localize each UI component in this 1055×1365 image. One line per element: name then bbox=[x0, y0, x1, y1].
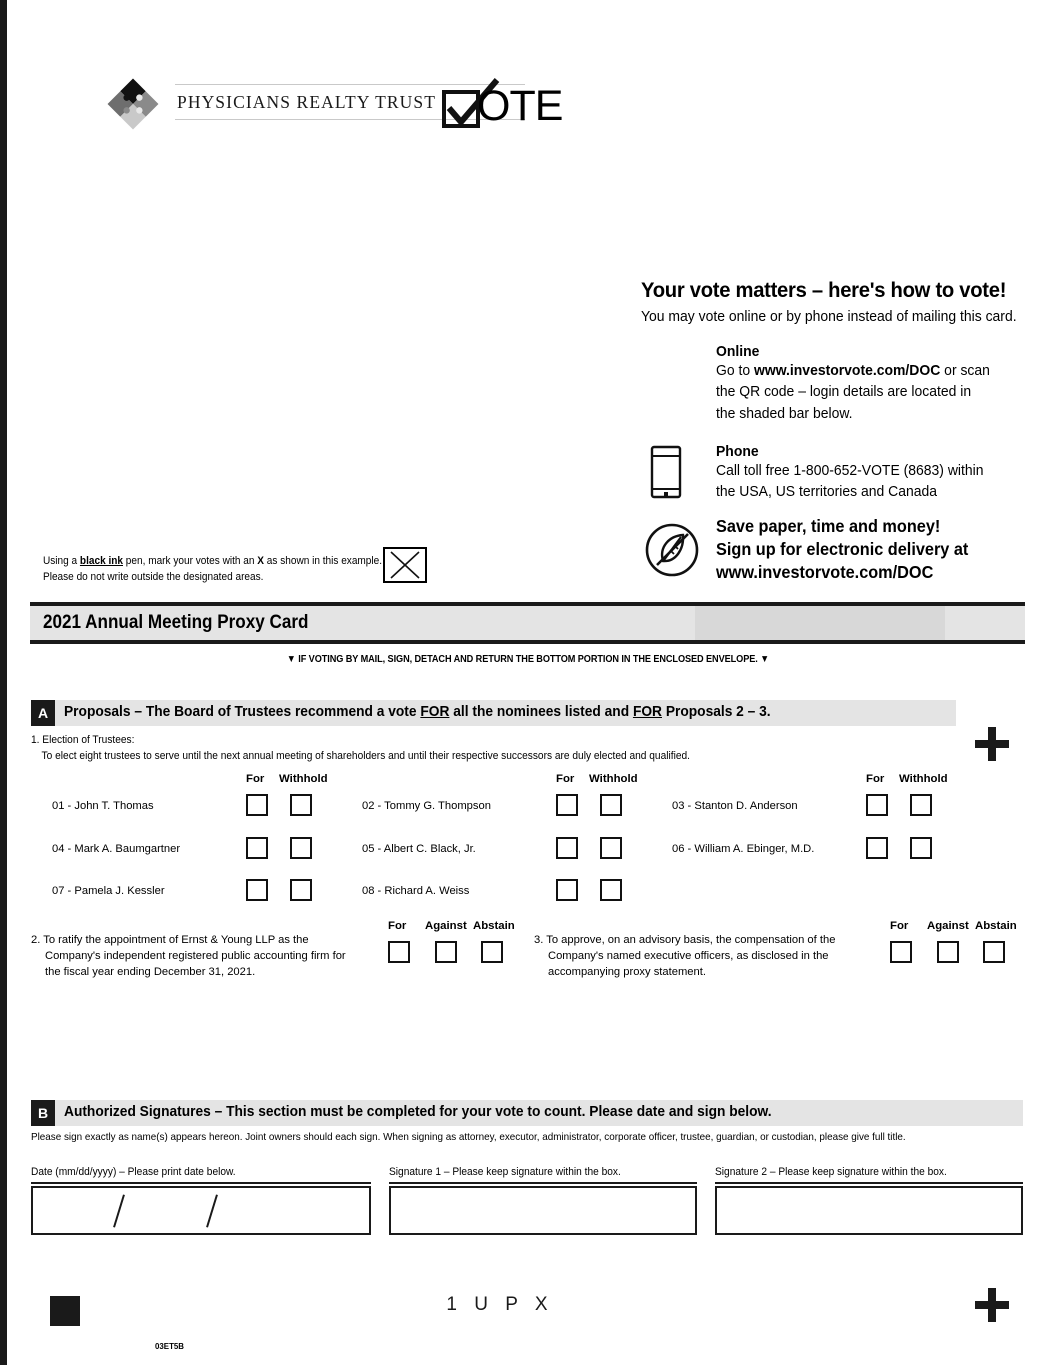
nominee-04-for-checkbox[interactable] bbox=[246, 837, 268, 859]
section-b-header bbox=[31, 1100, 1023, 1126]
online-line3: the shaded bar below. bbox=[716, 404, 853, 422]
ink-line1-c: pen, mark your votes with an bbox=[123, 555, 258, 567]
phone-icon bbox=[649, 444, 683, 505]
nominee-05-label: 05 - Albert C. Black, Jr. bbox=[362, 843, 476, 855]
proposal-1-title: 1. Election of Trustees: bbox=[31, 734, 135, 746]
ink-line1-a: Using a bbox=[43, 555, 80, 567]
proposal-2-line3: the fiscal year ending December 31, 2021. bbox=[45, 965, 256, 978]
leaf-no-paper-icon bbox=[643, 521, 701, 584]
proposal-3-line3: accompanying proxy statement. bbox=[548, 965, 706, 978]
online-url[interactable]: www.investorvote.com/DOC bbox=[753, 362, 941, 379]
proposal-2-for-checkbox[interactable] bbox=[388, 941, 410, 963]
example-marked-box bbox=[383, 547, 427, 583]
online-line2: the QR code – login details are located in bbox=[716, 383, 972, 401]
phone-line2: the USA, US territories and Canada bbox=[716, 483, 937, 501]
nominee-04-label: 04 - Mark A. Baumgartner bbox=[52, 843, 181, 855]
date-input-box[interactable] bbox=[31, 1186, 371, 1235]
proposal-3-against-header: Against bbox=[927, 920, 969, 932]
green-line1: Save paper, time and money! bbox=[716, 516, 941, 536]
ink-line2: Please do not write outside the designated areas. bbox=[43, 571, 264, 584]
nominee-06-label: 06 - William A. Ebinger, M.D. bbox=[672, 843, 815, 855]
proposal-2-for-header: For bbox=[388, 920, 407, 932]
how-to-vote-heading: Your vote matters – here's how to vote! bbox=[641, 278, 1007, 302]
vote-method-electronic-delivery bbox=[716, 515, 1055, 584]
nominee-03-withhold-checkbox[interactable] bbox=[910, 794, 932, 816]
nominee-col1-for-header: For bbox=[246, 773, 265, 785]
vote-method-online bbox=[716, 343, 1055, 424]
date-slash-2 bbox=[206, 1194, 218, 1227]
footer-job-code: 03ET5B bbox=[155, 1341, 185, 1351]
nominee-08-withhold-checkbox[interactable] bbox=[600, 879, 622, 901]
title-bar-shaded-segment bbox=[695, 606, 945, 640]
nominee-01-for-checkbox[interactable] bbox=[246, 794, 268, 816]
ink-x-emphasis: X bbox=[257, 555, 264, 567]
signature-2-label: Signature 2 – Please keep signature within the box. bbox=[715, 1166, 947, 1178]
nominee-02-for-checkbox[interactable] bbox=[556, 794, 578, 816]
vote-logo bbox=[440, 70, 650, 140]
proposal-3-text bbox=[534, 933, 864, 981]
proposal-2-against-checkbox[interactable] bbox=[435, 941, 457, 963]
left-registration-bar bbox=[0, 0, 7, 1365]
nominee-05-for-checkbox[interactable] bbox=[556, 837, 578, 859]
date-field-rule bbox=[31, 1182, 371, 1184]
nominee-02-label: 02 - Tommy G. Thompson bbox=[362, 800, 491, 812]
proposal-1-description: To elect eight trustees to serve until the next annual meeting of shareholders and until their respective successors are duly elected and qualified. bbox=[41, 749, 690, 762]
online-line1-pre: Go to bbox=[716, 362, 754, 379]
proposal-3-line2: Company's named executive officers, as disclosed in the bbox=[548, 949, 829, 962]
nominee-08-label: 08 - Richard A. Weiss bbox=[362, 885, 470, 897]
nominee-07-withhold-checkbox[interactable] bbox=[290, 879, 312, 901]
section-a-header bbox=[31, 700, 956, 726]
marking-instructions bbox=[43, 553, 382, 586]
proposal-3-abstain-checkbox[interactable] bbox=[983, 941, 1005, 963]
online-body bbox=[716, 360, 1032, 424]
signature-2-input-box[interactable] bbox=[715, 1186, 1023, 1235]
proposal-2-abstain-checkbox[interactable] bbox=[481, 941, 503, 963]
signature-1-label: Signature 1 – Please keep signature within the box. bbox=[389, 1166, 621, 1178]
proposal-2-line1: 2. To ratify the appointment of Ernst & Young LLP as the bbox=[31, 934, 309, 946]
signature-1-input-box[interactable] bbox=[389, 1186, 697, 1235]
nominee-col3-for-header: For bbox=[866, 773, 885, 785]
nominee-06-for-checkbox[interactable] bbox=[866, 837, 888, 859]
nominee-05-withhold-checkbox[interactable] bbox=[600, 837, 622, 859]
nominee-01-withhold-checkbox[interactable] bbox=[290, 794, 312, 816]
physicians-realty-trust-diamond-icon bbox=[105, 76, 161, 132]
vote-method-phone bbox=[716, 443, 1055, 503]
vote-logo-text: OTE bbox=[477, 82, 563, 130]
sec-a-pre: Proposals – The Board of Trustees recommend a vote bbox=[64, 704, 421, 720]
date-field-label: Date (mm/dd/yyyy) – Please print date below. bbox=[31, 1166, 236, 1178]
nominee-07-for-checkbox[interactable] bbox=[246, 879, 268, 901]
sec-a-mid: all the nominees listed and bbox=[449, 704, 633, 720]
section-a-heading bbox=[64, 704, 771, 720]
proposal-3-for-header: For bbox=[890, 920, 909, 932]
section-b-heading: Authorized Signatures – This section must be completed for your vote to count. Please date and sign below. bbox=[64, 1104, 772, 1120]
footer-upx-code: 1 U P X bbox=[446, 1294, 554, 1315]
nominee-02-withhold-checkbox[interactable] bbox=[600, 794, 622, 816]
how-to-vote-subheading: You may vote online or by phone instead of mailing this card. bbox=[641, 308, 1017, 325]
how-to-vote-block bbox=[641, 278, 1031, 583]
nominee-03-label: 03 - Stanton D. Anderson bbox=[672, 800, 798, 812]
proposal-3-against-checkbox[interactable] bbox=[937, 941, 959, 963]
proposal-2-against-header: Against bbox=[425, 920, 467, 932]
nominee-06-withhold-checkbox[interactable] bbox=[910, 837, 932, 859]
green-line3[interactable]: www.investorvote.com/DOC bbox=[716, 562, 934, 583]
sec-a-post: Proposals 2 – 3. bbox=[661, 704, 771, 720]
signature-1-rule bbox=[389, 1182, 697, 1184]
proxy-card-title: 2021 Annual Meeting Proxy Card bbox=[43, 612, 309, 633]
proposal-3-line1: 3. To approve, on an advisory basis, the compensation of the bbox=[534, 934, 836, 946]
nominee-col2-withhold-header: Withhold bbox=[589, 773, 638, 785]
proposal-3-for-checkbox[interactable] bbox=[890, 941, 912, 963]
nominee-col2-for-header: For bbox=[556, 773, 575, 785]
green-line2: Sign up for electronic delivery at bbox=[716, 539, 969, 560]
phone-line1: Call toll free 1-800-652-VOTE (8683) within bbox=[716, 462, 984, 479]
nominee-col3-withhold-header: Withhold bbox=[899, 773, 948, 785]
nominee-col1-withhold-header: Withhold bbox=[279, 773, 328, 785]
proposal-3-abstain-header: Abstain bbox=[975, 920, 1017, 932]
nominee-07-label: 07 - Pamela J. Kessler bbox=[52, 885, 165, 897]
date-slash-1 bbox=[113, 1194, 125, 1227]
nominee-08-for-checkbox[interactable] bbox=[556, 879, 578, 901]
proposal-2-text bbox=[31, 933, 361, 981]
online-title: Online bbox=[716, 343, 760, 360]
phone-body bbox=[716, 460, 1032, 503]
signature-2-rule bbox=[715, 1182, 1023, 1184]
section-b-letter: B bbox=[31, 1100, 55, 1126]
nominee-04-withhold-checkbox[interactable] bbox=[290, 837, 312, 859]
online-line1-post: or scan bbox=[940, 362, 990, 379]
signature-instructions: Please sign exactly as name(s) appears hereon. Joint owners should each sign. When signing as attorney, executor, administrator, corporate officer, trustee, guardian, or custodian, please give full title. bbox=[31, 1132, 906, 1143]
crosshair-registration-mark-bottom-right bbox=[975, 1288, 1009, 1322]
section-a-letter: A bbox=[31, 700, 55, 726]
ink-black-ink-emphasis: black ink bbox=[79, 555, 124, 567]
header-logos bbox=[105, 70, 725, 140]
proxy-card-title-bar bbox=[30, 602, 1025, 644]
mail-instruction-note: ▼ IF VOTING BY MAIL, SIGN, DETACH AND RETURN THE BOTTOM PORTION IN THE ENCLOSED ENVELOPE. ▼ bbox=[286, 654, 769, 665]
proposal-2-line2: Company's independent registered public accounting firm for bbox=[45, 949, 346, 962]
sec-a-for-1: FOR bbox=[420, 704, 450, 720]
ink-line1-e: as shown in this example. bbox=[263, 555, 383, 567]
nominee-01-label: 01 - John T. Thomas bbox=[52, 800, 154, 812]
company-name: PHYSICIANS REALTY TRUST bbox=[177, 92, 436, 112]
title-bar-bottom-rule bbox=[30, 640, 1025, 644]
proposal-2-abstain-header: Abstain bbox=[473, 920, 515, 932]
sec-a-for-2: FOR bbox=[632, 704, 662, 720]
proposal-1-text bbox=[31, 733, 690, 765]
nominee-03-for-checkbox[interactable] bbox=[866, 794, 888, 816]
crosshair-registration-mark-top-right bbox=[975, 727, 1009, 761]
phone-title: Phone bbox=[716, 443, 759, 460]
